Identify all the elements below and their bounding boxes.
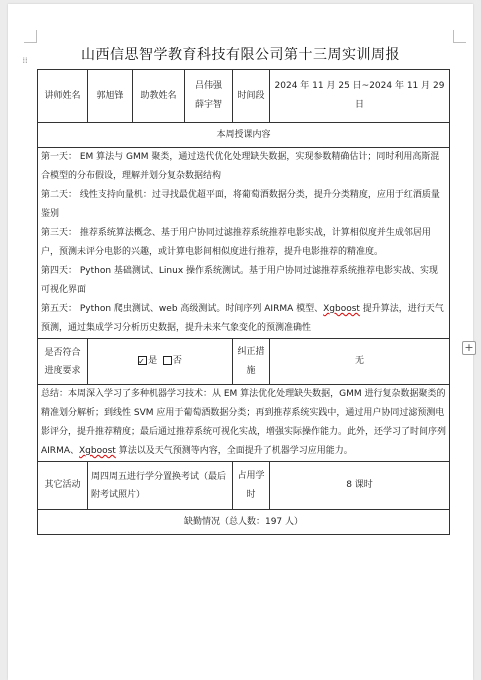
progress-options [88, 339, 233, 385]
teacher-name: 郭旭锋 [88, 70, 133, 123]
other-activity-label: 其它活动 [38, 462, 88, 510]
day-5 [41, 300, 446, 338]
plus-icon[interactable]: + [462, 341, 476, 355]
correction-value: 无 [270, 339, 450, 385]
period-label: 时间段 [233, 70, 270, 123]
document-page [8, 4, 473, 680]
assistant-name-2: 薛宇智 [194, 100, 222, 110]
day-4: 第四天： Python 基础测试、Linux 操作系统测试。基于用户协同过滤推荐系统推荐电影实战、实现可视化界面 [41, 266, 439, 295]
day-5-text-a: 第五天： Python 爬虫测试、web 高级测试。时间序列 AIRMA 模型、 [41, 304, 324, 314]
teacher-label: 讲师姓名 [38, 70, 88, 123]
correction-label: 纠正措施 [233, 339, 270, 385]
spellcheck-word: Xgboost [323, 304, 360, 314]
other-activity-value: 周四周五进行学分置换考试（最后附考试照片） [88, 462, 233, 510]
crop-mark-top-right [453, 30, 466, 43]
checkbox-no[interactable] [163, 356, 172, 365]
checkbox-yes[interactable] [138, 356, 147, 365]
section-header: 本周授课内容 [38, 123, 450, 148]
hours-label: 占用学时 [233, 462, 270, 510]
summary-text-a: 总结：本周深入学习了多种机器学习技术：从 EM 算法优化处理缺失数据，GMM 进行复杂数据聚类的精准划分解析；到线性 SVM 应用于葡萄酒数据分类；再到推荐系统实践中，通过用户协同过滤预测电影评分，提升推荐精度；最后通过推荐系统可视化实战，增强实际操作能力。此外，还学习了时间序列 AIRMA、 [41, 389, 447, 456]
crop-mark-top-left [24, 30, 37, 43]
day-5-text-b: 提升算法，进行天气预测，通过集成学习分析历史数据，提升未来气象变化的预测准确性 [41, 304, 444, 333]
yes-label: 是 [148, 356, 158, 366]
summary [38, 385, 450, 462]
report-table [37, 69, 450, 535]
day-2: 第二天： 线性支持向量机：过寻找最优超平面，将葡萄酒数据分类，提升分类精度，应用于红酒质量鉴别 [41, 190, 440, 219]
no-label: 否 [172, 356, 182, 366]
assistant-label: 助教姓名 [133, 70, 185, 123]
summary-text-b: 算法以及天气预测等内容，全面提升了机器学习应用能力。 [115, 446, 353, 456]
day-1: 第一天： EM 算法与 GMM 聚类，通过迭代优化处理缺失数据，实现参数精确估计；同时利用高斯混合模型的分布假设，理解并划分复杂数据结构 [41, 152, 440, 181]
spellcheck-word-summary: Xgboost [79, 446, 116, 456]
weekly-content [38, 148, 450, 339]
progress-label: 是否符合进度要求 [38, 339, 88, 385]
page-title: 山西信思智学教育科技有限公司第十三周实训周报 [81, 47, 400, 63]
hours-value: 8 课时 [270, 462, 450, 510]
assistant-name-1: 吕伟强 [194, 81, 222, 91]
attendance-row: 缺勤情况（总人数：197 人） [38, 510, 450, 535]
move-handle-icon[interactable]: ⁞⁞ [22, 56, 28, 65]
day-3: 第三天： 推荐系统算法概念、基于用户协同过滤推荐系统推荐电影实战，计算相似度并生成邻居用户，预测未评分电影的兴趣，或计算电影间相似度进行推荐，提升电影推荐的精准度。 [41, 228, 431, 257]
assistant-names [185, 70, 233, 123]
period-value: 2024 年 11 月 25 日~2024 年 11 月 29 日 [270, 70, 450, 123]
